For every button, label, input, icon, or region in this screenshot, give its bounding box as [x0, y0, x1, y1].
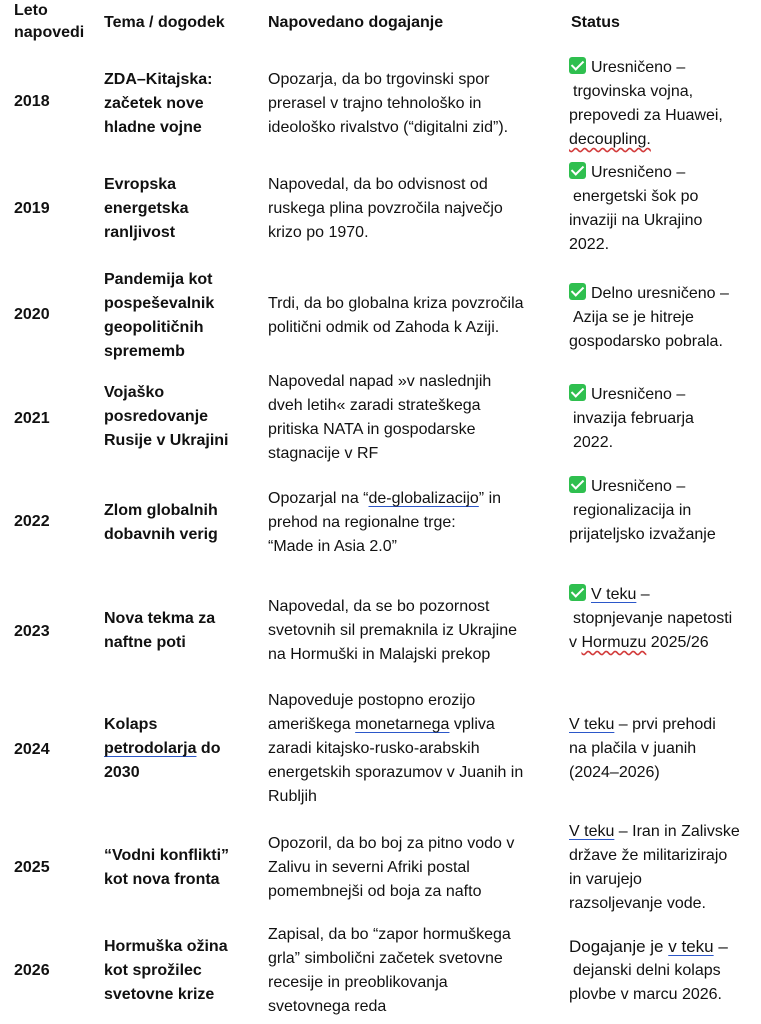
- row-2026-prediction: [268, 923, 562, 1019]
- topic-text: do: [196, 740, 221, 757]
- status-line: (2024–2026): [569, 764, 660, 781]
- prediction-line: Zapisal, da bo “zapor hormuškega: [268, 926, 511, 943]
- status-line: regionalizacija in: [573, 502, 692, 519]
- topic-line: naftne poti: [104, 634, 186, 651]
- header-status: Status: [571, 14, 620, 31]
- prediction-line: prerasel v trajno tehnološko in: [268, 95, 482, 112]
- topic-line: Rusije v Ukrajini: [104, 432, 229, 449]
- status-line: in varujejo: [569, 871, 642, 888]
- header-topic: Tema / dogodek: [104, 14, 225, 31]
- status-line: 2022.: [569, 236, 610, 253]
- prediction-line: Napoveduje postopno erozijo: [268, 692, 476, 709]
- status-line: energetski šok po: [573, 188, 699, 205]
- row-2020-prediction: [268, 292, 562, 340]
- status-line: decoupling.: [569, 131, 651, 148]
- status-line: [569, 631, 761, 655]
- prediction-line: dveh letih« zaradi strateškega: [268, 397, 481, 414]
- row-2020-year: 2020: [14, 306, 50, 323]
- prediction-line: [268, 713, 562, 737]
- topic-line: Hormuška ožina: [104, 938, 228, 955]
- topic-underlined: petrodolarja: [104, 740, 197, 757]
- row-2025-year: 2025: [14, 859, 50, 876]
- prediction-line: politični odmik od Zahoda k Aziji.: [268, 319, 500, 336]
- status-underlined: V teku: [591, 586, 637, 603]
- status-text: Uresničeno –: [591, 386, 686, 403]
- prediction-line: Napovedal, da se bo pozornost: [268, 598, 490, 615]
- row-2025-topic: [104, 844, 259, 892]
- prediction-line: recesije in preoblikovanja: [268, 974, 448, 991]
- check-icon: [569, 57, 586, 74]
- topic-line: energetska: [104, 200, 189, 217]
- status-text: v: [569, 634, 582, 651]
- prediction-line: pritiska NATA in gospodarske: [268, 421, 476, 438]
- prediction-line: grla” simbolični začetek svetovne: [268, 950, 503, 967]
- row-2023-topic: [104, 607, 259, 655]
- topic-line: začetek nove: [104, 95, 204, 112]
- prediction-text: vpliva: [449, 716, 495, 733]
- status-line: Azija se je hitreje: [573, 309, 694, 326]
- status-text: Uresničeno –: [591, 164, 686, 181]
- check-icon: [569, 283, 586, 300]
- row-2023-status: [569, 583, 761, 655]
- row-2021-status: [569, 383, 761, 455]
- header-prediction: Napovedano dogajanje: [268, 14, 444, 31]
- row-2022-prediction: [268, 487, 562, 559]
- check-icon: [569, 162, 586, 179]
- prediction-line: prehod na regionalne trge:: [268, 514, 456, 531]
- status-line: razsoljevanje vode.: [569, 895, 706, 912]
- prediction-line: Opozoril, da bo boj za pitno vodo v: [268, 835, 515, 852]
- row-2018-prediction: [268, 68, 562, 140]
- status-underlined: V teku: [569, 823, 615, 840]
- prediction-line: “Made in Asia 2.0”: [268, 538, 397, 555]
- row-2019-status: [569, 161, 761, 257]
- prediction-line: Napovedal napad »v naslednjih: [268, 373, 492, 390]
- header-year-line1: Leto: [14, 2, 48, 19]
- status-text: Uresničeno –: [591, 59, 686, 76]
- status-underlined: v teku: [668, 937, 714, 956]
- row-2024-topic: [104, 713, 259, 785]
- prediction-line: na Hormuški in Malajski prekop: [268, 646, 491, 663]
- row-2024-year: 2024: [14, 741, 50, 758]
- prediction-line: svetovnih sil premaknila iz Ukrajine: [268, 622, 517, 639]
- prediction-line: stagnacije v RF: [268, 445, 379, 462]
- prediction-line: energetskih sporazumov v Juanih in: [268, 764, 524, 781]
- status-line: stopnjevanje napetosti: [573, 610, 733, 627]
- status-line: prepovedi za Huawei,: [569, 107, 723, 124]
- status-line: gospodarsko pobrala.: [569, 333, 723, 350]
- row-2018-topic: [104, 68, 259, 140]
- prediction-line: zaradi kitajsko-rusko-arabskih: [268, 740, 480, 757]
- status-line: [569, 820, 761, 844]
- prediction-line: pomembnejši od boja za nafto: [268, 883, 482, 900]
- status-text: –: [713, 937, 728, 956]
- prediction-line: ideološko rivalstvo (“digitalni zid”).: [268, 119, 509, 136]
- topic-line: Kolaps: [104, 716, 158, 733]
- row-2021-year: 2021: [14, 410, 50, 427]
- status-line: [569, 282, 761, 306]
- row-2020-status: [569, 282, 761, 354]
- check-icon: [569, 584, 586, 601]
- status-line: 2022.: [573, 434, 614, 451]
- row-2023-year: 2023: [14, 623, 50, 640]
- topic-line: svetovne krize: [104, 986, 215, 1003]
- topic-line: Vojaško: [104, 384, 165, 401]
- status-text: Dogajanje je: [569, 937, 669, 956]
- status-line: trgovinska vojna,: [573, 83, 694, 100]
- row-2019-topic: [104, 173, 259, 245]
- topic-line: Evropska: [104, 176, 177, 193]
- row-2021-topic: [104, 381, 259, 453]
- row-2023-prediction: [268, 595, 562, 667]
- status-line: dejanski delni kolaps: [573, 962, 721, 979]
- status-text: Delno uresničeno –: [591, 285, 729, 302]
- row-2026-status: [569, 935, 761, 1007]
- check-icon: [569, 476, 586, 493]
- status-line: [569, 935, 761, 959]
- prediction-underlined: monetarnega: [355, 716, 450, 733]
- header-year-line2: napovedi: [14, 24, 85, 41]
- status-underlined: Hormuzu: [581, 634, 647, 651]
- prediction-line: krizo po 1970.: [268, 224, 369, 241]
- status-line: [569, 475, 761, 499]
- topic-line: dobavnih verig: [104, 526, 218, 543]
- topic-line: 2030: [104, 764, 140, 781]
- topic-line: geopolitičnih: [104, 319, 204, 336]
- topic-line: “Vodni konflikti”: [104, 847, 230, 864]
- prediction-line: svetovnega reda: [268, 998, 387, 1015]
- row-2018-status: [569, 56, 761, 152]
- check-icon: [569, 384, 586, 401]
- status-line: invazija februarja: [573, 410, 694, 427]
- row-2021-prediction: [268, 370, 562, 466]
- status-line: [569, 161, 761, 185]
- status-line: na plačila v juanih: [569, 740, 697, 757]
- row-2022-topic: [104, 499, 259, 547]
- status-text: – Iran in Zalivske: [614, 823, 740, 840]
- prediction-text: Opozarjal na “: [268, 490, 369, 507]
- status-line: [569, 713, 761, 737]
- status-text: – prvi prehodi: [614, 716, 716, 733]
- status-line: prijateljsko izvažanje: [569, 526, 716, 543]
- topic-line: Nova tekma za: [104, 610, 216, 627]
- row-2026-year: 2026: [14, 962, 50, 979]
- row-2024-prediction: [268, 689, 562, 809]
- prediction-line: [268, 487, 562, 511]
- prediction-underlined: de-globalizacijo: [368, 490, 479, 507]
- topic-line: sprememb: [104, 343, 185, 360]
- row-2026-topic: [104, 935, 259, 1007]
- prediction-text: ” in: [478, 490, 502, 507]
- topic-line: [104, 737, 259, 761]
- topic-line: kot sprožilec: [104, 962, 202, 979]
- status-line: [569, 56, 761, 80]
- row-2020-topic: [104, 268, 259, 364]
- row-2025-status: [569, 820, 761, 916]
- prediction-line: Opozarja, da bo trgovinski spor: [268, 71, 490, 88]
- row-2019-year: 2019: [14, 200, 50, 217]
- topic-line: hladne vojne: [104, 119, 202, 136]
- status-underlined: V teku: [569, 716, 615, 733]
- topic-line: ZDA–Kitajska:: [104, 71, 213, 88]
- row-2022-year: 2022: [14, 513, 50, 530]
- topic-line: posredovanje: [104, 408, 209, 425]
- row-2018-year: 2018: [14, 93, 50, 110]
- header-year: [14, 0, 104, 44]
- row-2022-status: [569, 475, 761, 547]
- prediction-line: ruskega plina povzročila največjo: [268, 200, 503, 217]
- prediction-line: Rubljih: [268, 788, 317, 805]
- prediction-line: Napovedal, da bo odvisnost od: [268, 176, 488, 193]
- status-text: –: [636, 586, 650, 603]
- topic-line: ranljivost: [104, 224, 176, 241]
- status-text: 2025/26: [646, 634, 709, 651]
- topic-line: Pandemija kot: [104, 271, 213, 288]
- status-line: države že militarizirajo: [569, 847, 728, 864]
- status-line: invaziji na Ukrajino: [569, 212, 703, 229]
- topic-line: Zlom globalnih: [104, 502, 218, 519]
- status-line: [569, 383, 761, 407]
- row-2024-status: [569, 713, 761, 785]
- row-2025-prediction: [268, 832, 562, 904]
- status-line: [569, 583, 761, 607]
- row-2019-prediction: [268, 173, 562, 245]
- prediction-line: Trdi, da bo globalna kriza povzročila: [268, 295, 524, 312]
- topic-line: pospeševalnik: [104, 295, 215, 312]
- prediction-text: ameriškega: [268, 716, 356, 733]
- status-text: Uresničeno –: [591, 478, 686, 495]
- status-line: plovbe v marcu 2026.: [569, 986, 722, 1003]
- topic-line: kot nova fronta: [104, 871, 220, 888]
- prediction-line: Zalivu in severni Afriki postal: [268, 859, 470, 876]
